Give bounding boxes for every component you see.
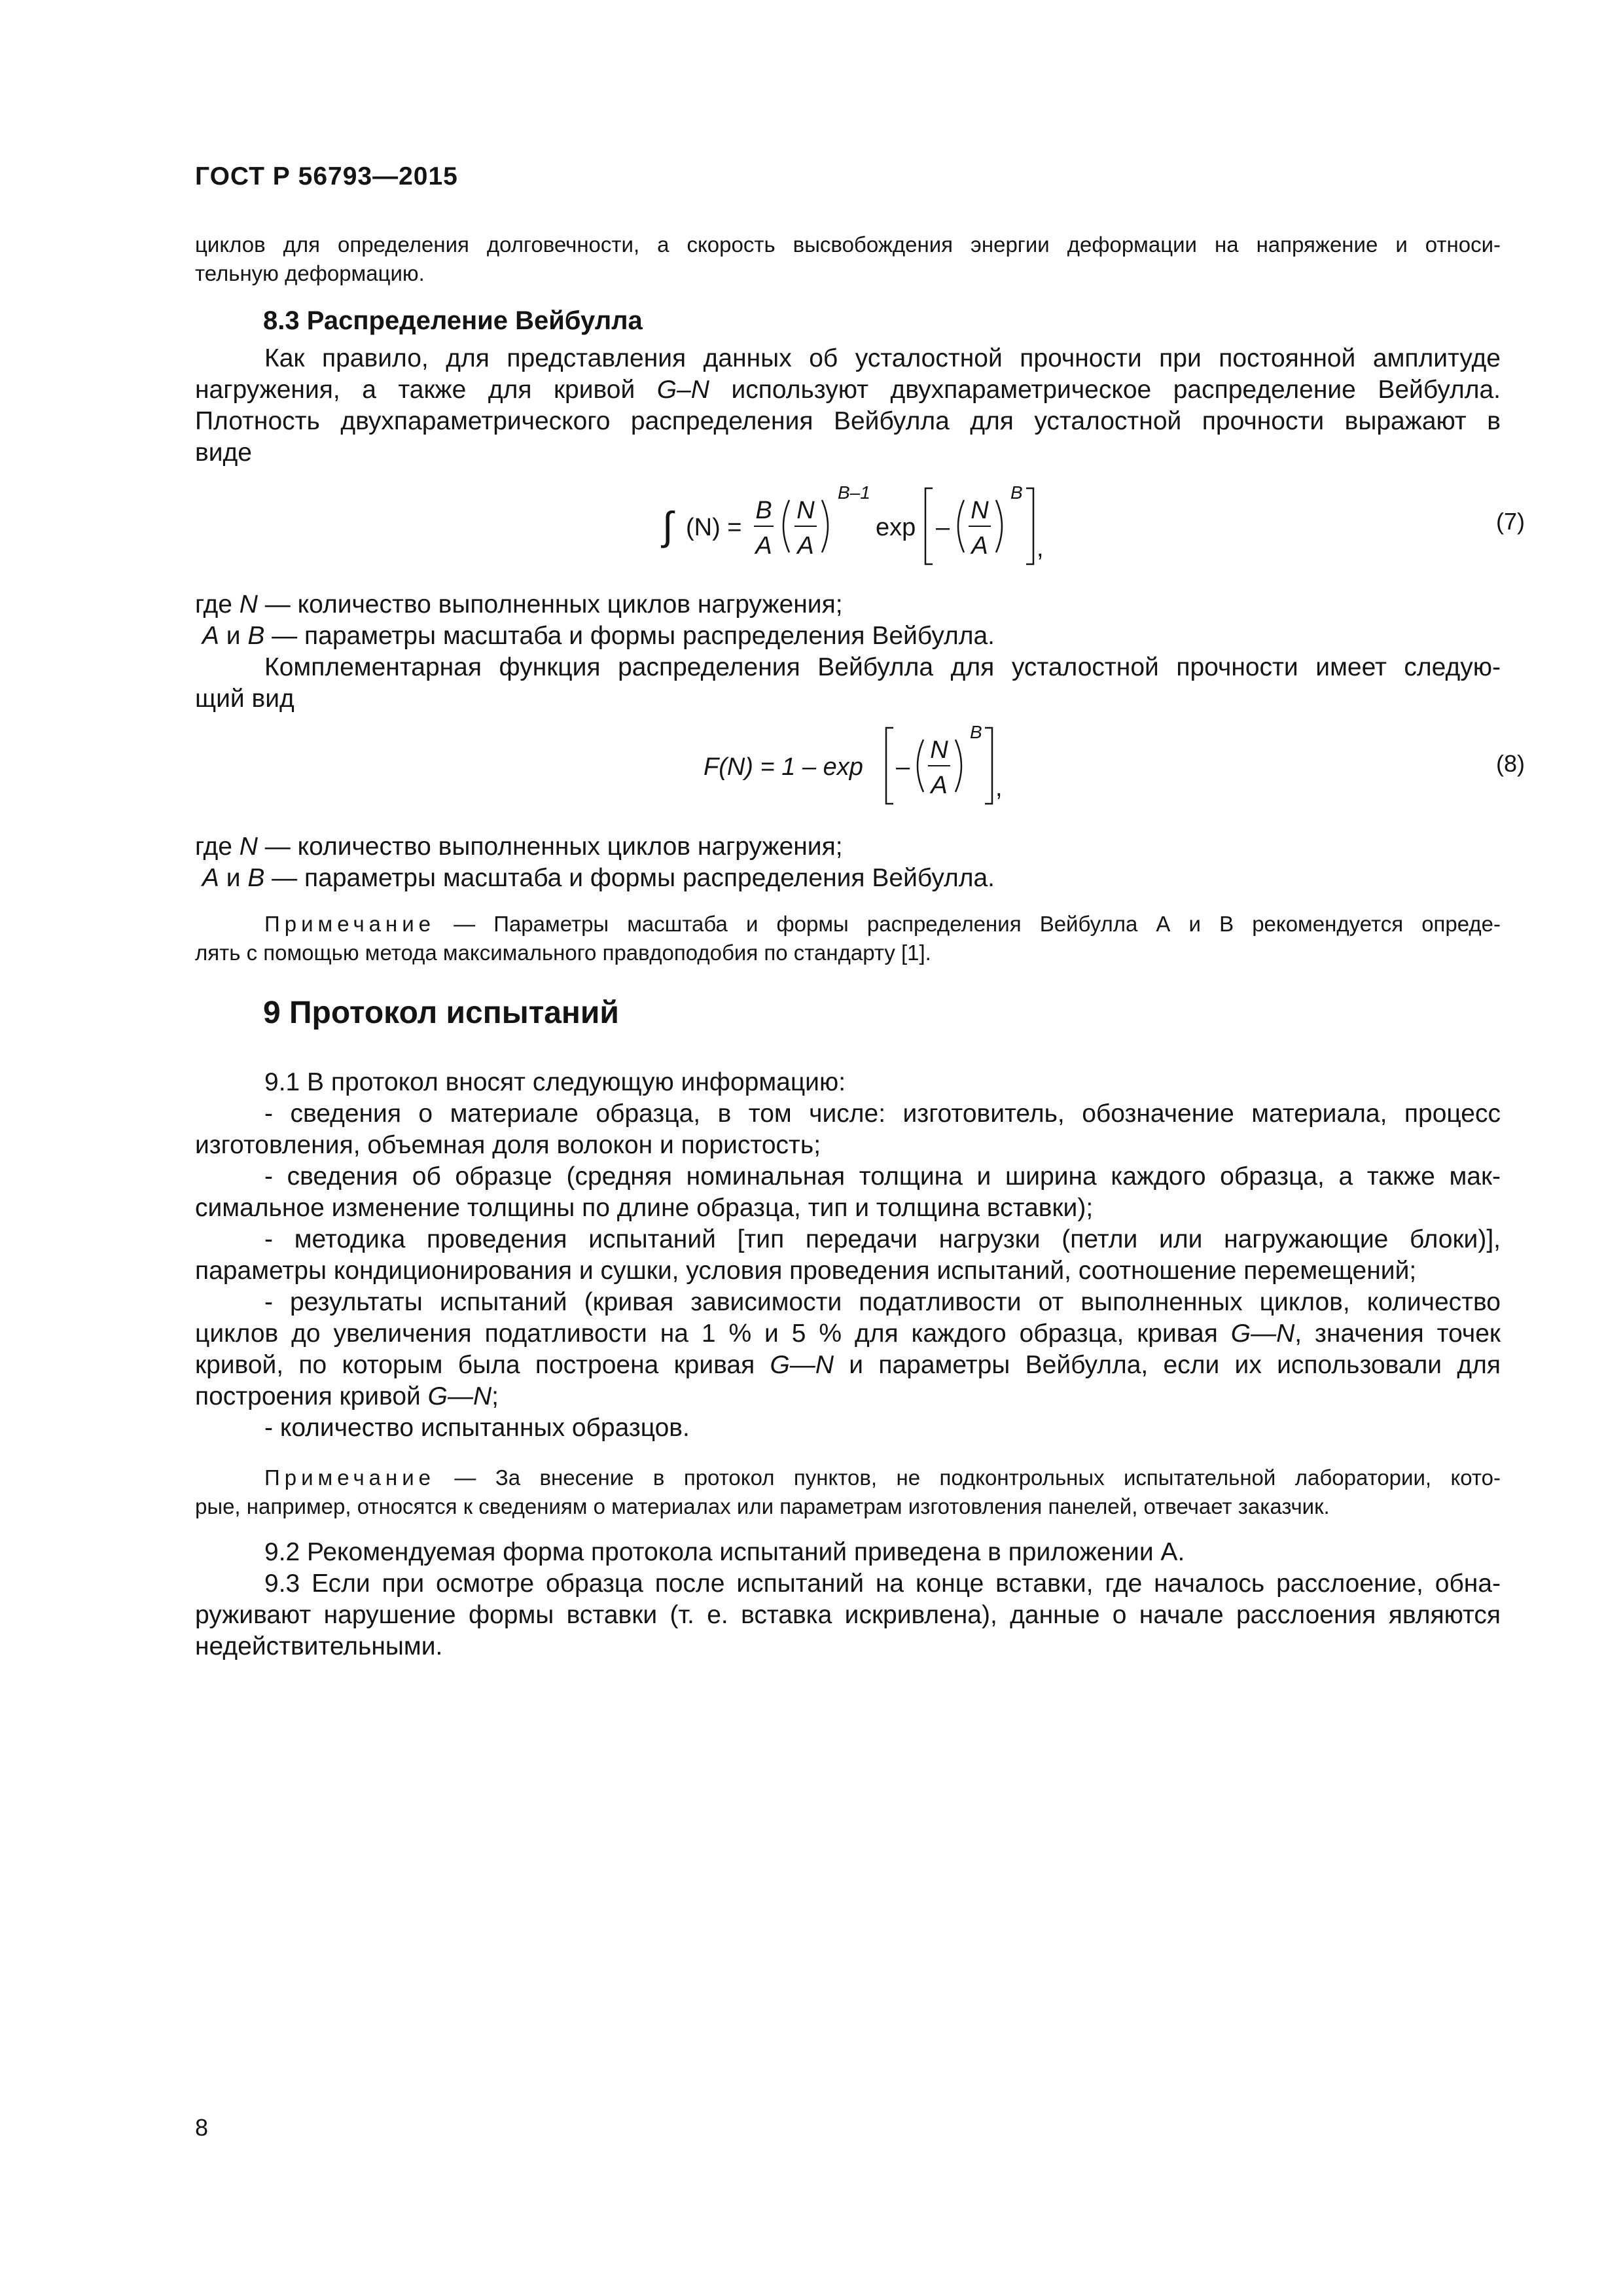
symbol-b: B: [247, 864, 265, 892]
integral-sign: ∫: [662, 504, 673, 548]
s83-p1-line-4: виде: [195, 439, 252, 467]
section-8-3-paragraph-1: [195, 343, 1501, 469]
right-paren: [955, 740, 961, 792]
symbol-n: N: [239, 833, 258, 861]
note-line-2: лять с помощью метода максимального правдоподобия по стандарту [1].: [195, 941, 931, 965]
formula-comma: ,: [1037, 535, 1044, 562]
right-bracket: [985, 728, 992, 804]
fraction-denominator-a: A: [755, 532, 772, 560]
note-label: Примечание: [264, 1465, 436, 1490]
item-3-line-2: параметры кондиционирования и сушки, условия проведения испытаний, соотношение перемещений;: [195, 1257, 1417, 1285]
left-bracket: [925, 488, 933, 564]
item-1-line-1: - сведения о материале образца, в том числе: изготовитель, обозначение материала, процесс: [264, 1100, 1501, 1128]
s9-2: 9.2 Рекомендуемая форма протокола испытаний приведена в приложении А.: [264, 1538, 1185, 1566]
note-label: Примечание: [264, 912, 436, 936]
symbol-b: B: [247, 622, 265, 650]
formula-8-legend: [195, 831, 1501, 894]
s9-1: 9.1 В протокол вносят следующую информацию:: [264, 1068, 846, 1096]
item-4-line-2: [195, 1318, 1501, 1350]
formula-8: [704, 719, 1018, 817]
legend-a-b: [195, 620, 1501, 652]
s83-p2-line-2: щий вид: [195, 685, 294, 713]
paren-denominator-a: A: [797, 532, 814, 560]
item-4-line-1: - результаты испытаний (кривая зависимости податливости от выполненных циклов, количество: [264, 1288, 1501, 1316]
symbol-n: N: [239, 590, 258, 619]
intro-line-1: циклов для определения долговечности, а скорость высвобождения энергии деформации на напряжение и относи-: [195, 232, 1501, 257]
item-4-line-3: [195, 1350, 1501, 1381]
text-run: и параметры Вейбулла, если их использовали для: [834, 1351, 1501, 1379]
lhs-text: F(N) = 1 – exp: [704, 753, 863, 781]
item-4-line-4: [195, 1381, 1501, 1412]
s9-3-line-1: 9.3 Если при осмотре образца после испытаний на конце вставки, где началось расслоение, обна-: [264, 1570, 1501, 1598]
text-run: ;: [491, 1382, 499, 1410]
s83-p1-line-3: Плотность двухпараметрического распределения Вейбулла для усталостной прочности выражают в: [195, 407, 1501, 435]
lhs-text: (N) =: [686, 514, 742, 541]
exp-function: exp: [876, 514, 916, 541]
text-run: , значения точек: [1294, 1319, 1501, 1348]
minus-sign: –: [896, 753, 910, 781]
left-paren: [783, 500, 789, 552]
symbol-a: A: [202, 622, 219, 650]
text-run: используют двухпараметрическое распределение Вейбулла.: [709, 376, 1501, 404]
text-run: циклов до увеличения податливости на 1 % и 5 % для каждого образца, кривая: [195, 1319, 1231, 1348]
s83-p2-line-1: Комплементарная функция распределения Вейбулла для усталостной прочности имеет следую-: [264, 653, 1501, 681]
item-3-line-1: - методика проведения испытаний [тип передачи нагрузки (петли или нагружающие блоки)],: [264, 1225, 1501, 1253]
exponent-b-minus-1: B–1: [838, 482, 870, 503]
s9-3-line-2: руживают нарушение формы вставки (т. е. вставка искривлена), данные о начале расслоения являются: [195, 1601, 1501, 1629]
curve-symbol: G–N: [656, 376, 709, 404]
text-run: кривой, по которым была построена кривая: [195, 1351, 770, 1379]
numerator-n: N: [930, 736, 948, 764]
note-line-1: [195, 910, 1501, 939]
text-run: — количество выполненных циклов нагружения;: [257, 833, 843, 861]
text-run: и: [219, 622, 248, 650]
formula-7-number: (7): [1496, 508, 1525, 535]
right-bracket: [1026, 488, 1033, 564]
formula-7-legend: [195, 589, 1501, 652]
section-9-2-9-3: [195, 1537, 1501, 1662]
section-8-3-note: [195, 910, 1501, 967]
section-9-body: [195, 1067, 1501, 1444]
exponent-b: B: [970, 722, 982, 742]
inner-right-paren: [996, 500, 1002, 552]
s83-p1-line-2: [195, 374, 1501, 406]
legend-a-b: [195, 863, 1501, 894]
curve-symbol: G—N: [427, 1382, 492, 1410]
section-8-3-title: 8.3 Распределение Вейбулла: [263, 306, 643, 335]
inner-left-paren: [958, 500, 964, 552]
symbol-a: A: [202, 864, 219, 892]
item-2-line-1: - сведения об образце (средняя номинальная толщина и ширина каждого образца, а также мак-: [264, 1162, 1501, 1191]
page-number: 8: [195, 2114, 209, 2141]
intro-line-2: тельную деформацию.: [195, 261, 425, 285]
inner-denominator-a: A: [971, 532, 988, 560]
paren-numerator-n: N: [796, 497, 815, 524]
section-9-note: [195, 1463, 1501, 1521]
section-9-title: 9 Протокол испытаний: [263, 996, 619, 1030]
formula-8-lhs: [704, 753, 863, 781]
legend-n: [195, 589, 1501, 620]
text-run: нагружения, а также для кривой: [195, 376, 657, 404]
text-run: — параметры масштаба и формы распределения Вейбулла.: [264, 864, 995, 892]
text-run: где: [195, 590, 240, 619]
text-run: — количество выполненных циклов нагружения;: [257, 590, 843, 619]
text-run: — За внесение в протокол пунктов, не подконтрольных испытательной лаборатории, кото-: [435, 1465, 1501, 1490]
text-run: где: [195, 833, 240, 861]
formula-7-lhs: [686, 514, 742, 541]
formula-comma: ,: [995, 774, 1003, 802]
document-header: ГОСТ Р 56793—2015: [195, 162, 458, 190]
denominator-a: A: [931, 772, 948, 799]
text-run: — параметры масштаба и формы распределения Вейбулла.: [264, 622, 995, 650]
text-run: и: [219, 864, 248, 892]
section-8-3-paragraph-2: [195, 652, 1501, 715]
minus-sign: –: [936, 514, 950, 541]
inner-exponent-b: B: [1010, 482, 1023, 503]
curve-symbol: G—N: [770, 1351, 834, 1379]
formula-8-number: (8): [1496, 750, 1525, 777]
s9-3-line-3: недействительными.: [195, 1632, 443, 1660]
item-1-line-2: изготовления, объемная доля волокон и пористость;: [195, 1131, 821, 1159]
formula-7: [661, 476, 1067, 575]
item-5: - количество испытанных образцов.: [264, 1414, 690, 1442]
right-paren: [822, 500, 828, 552]
intro-paragraph: [195, 230, 1501, 288]
left-bracket: [886, 728, 893, 804]
inner-numerator-n: N: [971, 497, 989, 524]
text-run: построения кривой: [195, 1382, 428, 1410]
s83-p1-line-1: Как правило, для представления данных об усталостной прочности при постоянной амплитуде: [264, 344, 1501, 372]
text-run: — Параметры масштаба и формы распределения Вейбулла А и В рекомендуется опреде-: [435, 912, 1501, 936]
curve-symbol: G—N: [1230, 1319, 1295, 1348]
fraction-numerator-b: B: [755, 497, 772, 524]
note-line-1: [195, 1463, 1501, 1492]
left-paren: [918, 740, 923, 792]
note-line-2: рые, например, относятся к сведениям о материалах или параметрам изготовления панелей, отвечает заказчик.: [195, 1494, 1330, 1518]
item-2-line-2: симальное изменение толщины по длине образца, тип и толщина вставки);: [195, 1194, 1094, 1222]
legend-n: [195, 831, 1501, 863]
